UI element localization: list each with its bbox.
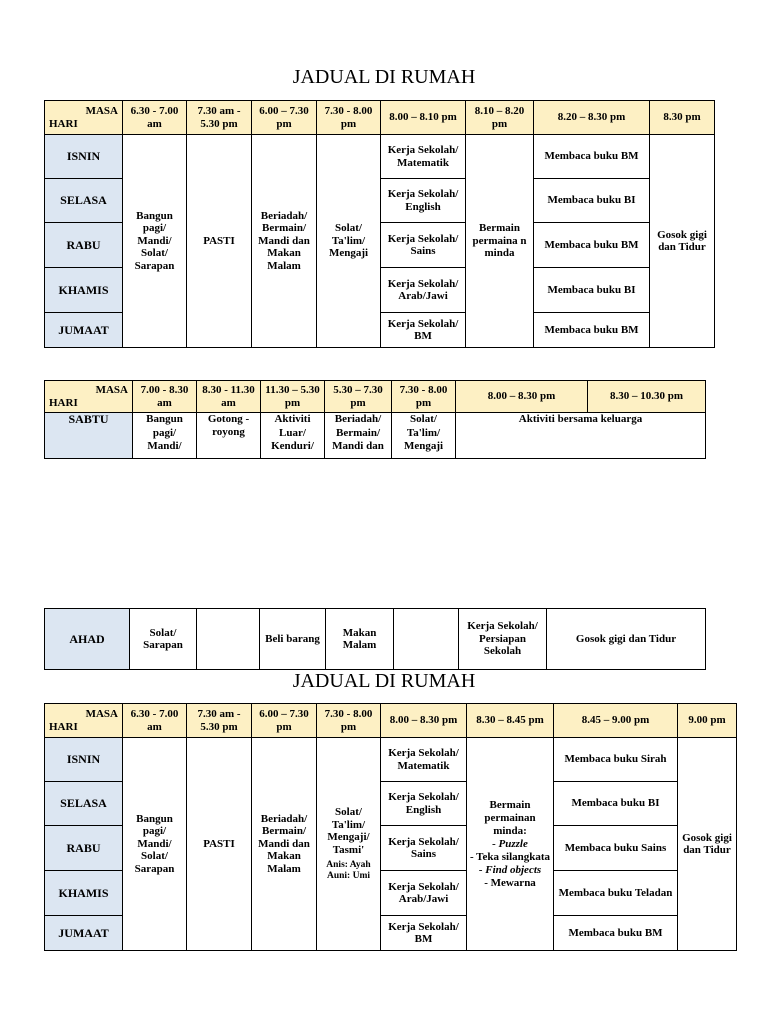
- activity-cell: [197, 609, 260, 670]
- activity-cell: Beli barang: [260, 609, 326, 670]
- activity-cell: Membaca buku Teladan: [554, 871, 678, 916]
- hari-label: HARI: [49, 396, 78, 409]
- activity-cell: Kerja Sekolah/ Sains: [381, 223, 466, 268]
- activity-cell: Kerja Sekolah/ BM: [381, 916, 467, 951]
- activity-cell: [467, 738, 554, 951]
- activity-cell: Kerja Sekolah/ English: [381, 179, 466, 223]
- day-cell: ISNIN: [45, 135, 123, 179]
- activity-text: Aktiviti Luar/ Kenduri/: [271, 413, 314, 452]
- activity-text: Gotong - royong: [207, 413, 250, 438]
- list-item: - Puzzle: [492, 837, 528, 850]
- time-header: 6.00 – 7.30 pm: [252, 704, 317, 738]
- day-cell: SELASA: [45, 179, 123, 223]
- saturday-schedule-table: [44, 380, 706, 459]
- time-header: 5.30 – 7.30 pm: [325, 381, 392, 413]
- activity-cell: Kerja Sekolah/ English: [381, 782, 467, 826]
- sunday-schedule-table: [44, 608, 706, 670]
- list-item: - Find objects: [478, 863, 542, 876]
- activity-cell: Membaca buku BM: [534, 223, 650, 268]
- weekday-schedule-table: [44, 100, 715, 348]
- hari-label: HARI: [49, 720, 78, 733]
- time-header: 7.30 am - 5.30 pm: [187, 704, 252, 738]
- time-header: 8.00 – 8.10 pm: [381, 101, 466, 135]
- activity-cell: Beriadah/ Bermain/ Mandi dan Makan Malam: [252, 135, 317, 348]
- weekday-schedule-table-revised: [44, 703, 737, 951]
- activity-cell: [456, 413, 706, 459]
- activity-cell: [392, 413, 456, 459]
- time-header: 8.00 – 8.30 pm: [456, 381, 588, 413]
- time-header: 8.30 – 8.45 pm: [467, 704, 554, 738]
- activity-cell: [394, 609, 459, 670]
- time-header: 7.00 - 8.30 am: [133, 381, 197, 413]
- time-header: 7.30 - 8.00 pm: [392, 381, 456, 413]
- activity-cell: [261, 413, 325, 459]
- hari-label: HARI: [49, 117, 78, 130]
- masa-hari-header: [45, 381, 133, 413]
- activity-cell: Bangun pagi/ Mandi/ Solat/ Sarapan: [123, 135, 187, 348]
- activity-cell: Membaca buku BI: [534, 268, 650, 313]
- day-cell: JUMAAT: [45, 916, 123, 951]
- activity-cell: Kerja Sekolah/ Arab/Jawi: [381, 871, 467, 916]
- time-header: 9.00 pm: [678, 704, 737, 738]
- masa-label: MASA: [95, 383, 128, 396]
- masa-label: MASA: [85, 707, 118, 720]
- day-cell: ISNIN: [45, 738, 123, 782]
- activity-text: Solat/ Ta'lim/ Mengaji: [403, 413, 444, 452]
- time-header: 6.30 - 7.00 am: [123, 101, 187, 135]
- time-header: 8.00 – 8.30 pm: [381, 704, 467, 738]
- masa-label: MASA: [85, 104, 118, 117]
- activity-text: Beriadah/ Bermain/ Mandi dan: [332, 413, 384, 452]
- activity-cell: [197, 413, 261, 459]
- activity-cell: Solat/ Sarapan: [130, 609, 197, 670]
- activity-cell: Kerja Sekolah/ Matematik: [381, 738, 467, 782]
- activity-cell: Kerja Sekolah/ BM: [381, 313, 466, 348]
- time-header: 6.00 – 7.30 pm: [252, 101, 317, 135]
- activity-cell: Membaca buku BM: [534, 135, 650, 179]
- activity-cell: Membaca buku BI: [534, 179, 650, 223]
- activity-cell: Bangun pagi/ Mandi/ Solat/ Sarapan: [123, 738, 187, 951]
- activity-cell: Kerja Sekolah/ Sains: [381, 826, 467, 871]
- masa-hari-header: [45, 101, 123, 135]
- activity-cell: Gosok gigi dan Tidur: [678, 738, 737, 951]
- day-label: SABTU: [68, 413, 109, 426]
- day-cell: [45, 413, 133, 459]
- time-header: 8.20 – 8.30 pm: [534, 101, 650, 135]
- activity-cell: Kerja Sekolah/ Matematik: [381, 135, 466, 179]
- activity-text: Solat/ Ta'lim/ Mengaji/ Tasmi': [327, 806, 370, 856]
- activity-cell: Membaca buku BM: [534, 313, 650, 348]
- activity-cell: Gosok gigi dan Tidur: [547, 609, 706, 670]
- time-header: 7.30 - 8.00 pm: [317, 101, 381, 135]
- activity-cell: Solat/ Ta'lim/ Mengaji: [317, 135, 381, 348]
- masa-hari-header: [45, 704, 123, 738]
- activity-cell: Membaca buku BM: [554, 916, 678, 951]
- time-header: 11.30 – 5.30 pm: [261, 381, 325, 413]
- page-title: JADUAL DI RUMAH: [292, 670, 476, 692]
- day-cell: RABU: [45, 826, 123, 871]
- day-cell: AHAD: [45, 609, 130, 670]
- activity-cell: PASTI: [187, 135, 252, 348]
- activity-cell: [133, 413, 197, 459]
- list-item: - Mewarna: [484, 876, 536, 889]
- activity-cell: Makan Malam: [326, 609, 394, 670]
- activity-note: Anis: Ayah Auni: Umi: [326, 860, 371, 881]
- activity-text: Bermain permainan minda:: [484, 798, 536, 837]
- activity-cell: Membaca buku Sirah: [554, 738, 678, 782]
- activity-cell: Beriadah/ Bermain/ Mandi dan Makan Malam: [252, 738, 317, 951]
- activity-text: Aktiviti bersama keluarga: [518, 413, 643, 425]
- activity-cell: Kerja Sekolah/ Arab/Jawi: [381, 268, 466, 313]
- activity-cell: Gosok gigi dan Tidur: [650, 135, 715, 348]
- time-header: 8.30 - 11.30 am: [197, 381, 261, 413]
- activity-cell: Membaca buku BI: [554, 782, 678, 826]
- list-item: - Teka silangkata: [469, 850, 551, 863]
- activity-cell: [317, 738, 381, 951]
- activity-cell: Kerja Sekolah/ Persiapan Sekolah: [459, 609, 547, 670]
- time-header: 8.30 pm: [650, 101, 715, 135]
- activity-cell: Bermain permaina n minda: [466, 135, 534, 348]
- time-header: 8.10 – 8.20 pm: [466, 101, 534, 135]
- activity-cell: PASTI: [187, 738, 252, 951]
- time-header: 8.30 – 10.30 pm: [588, 381, 706, 413]
- day-cell: SELASA: [45, 782, 123, 826]
- day-cell: KHAMIS: [45, 871, 123, 916]
- activity-cell: Membaca buku Sains: [554, 826, 678, 871]
- time-header: 7.30 - 8.00 pm: [317, 704, 381, 738]
- time-header: 8.45 – 9.00 pm: [554, 704, 678, 738]
- time-header: 6.30 - 7.00 am: [123, 704, 187, 738]
- day-cell: JUMAAT: [45, 313, 123, 348]
- activity-text: Bangun pagi/ Mandi/: [146, 413, 183, 452]
- time-header: 7.30 am - 5.30 pm: [187, 101, 252, 135]
- day-cell: RABU: [45, 223, 123, 268]
- day-cell: KHAMIS: [45, 268, 123, 313]
- activity-cell: [325, 413, 392, 459]
- page-title: JADUAL DI RUMAH: [292, 66, 476, 88]
